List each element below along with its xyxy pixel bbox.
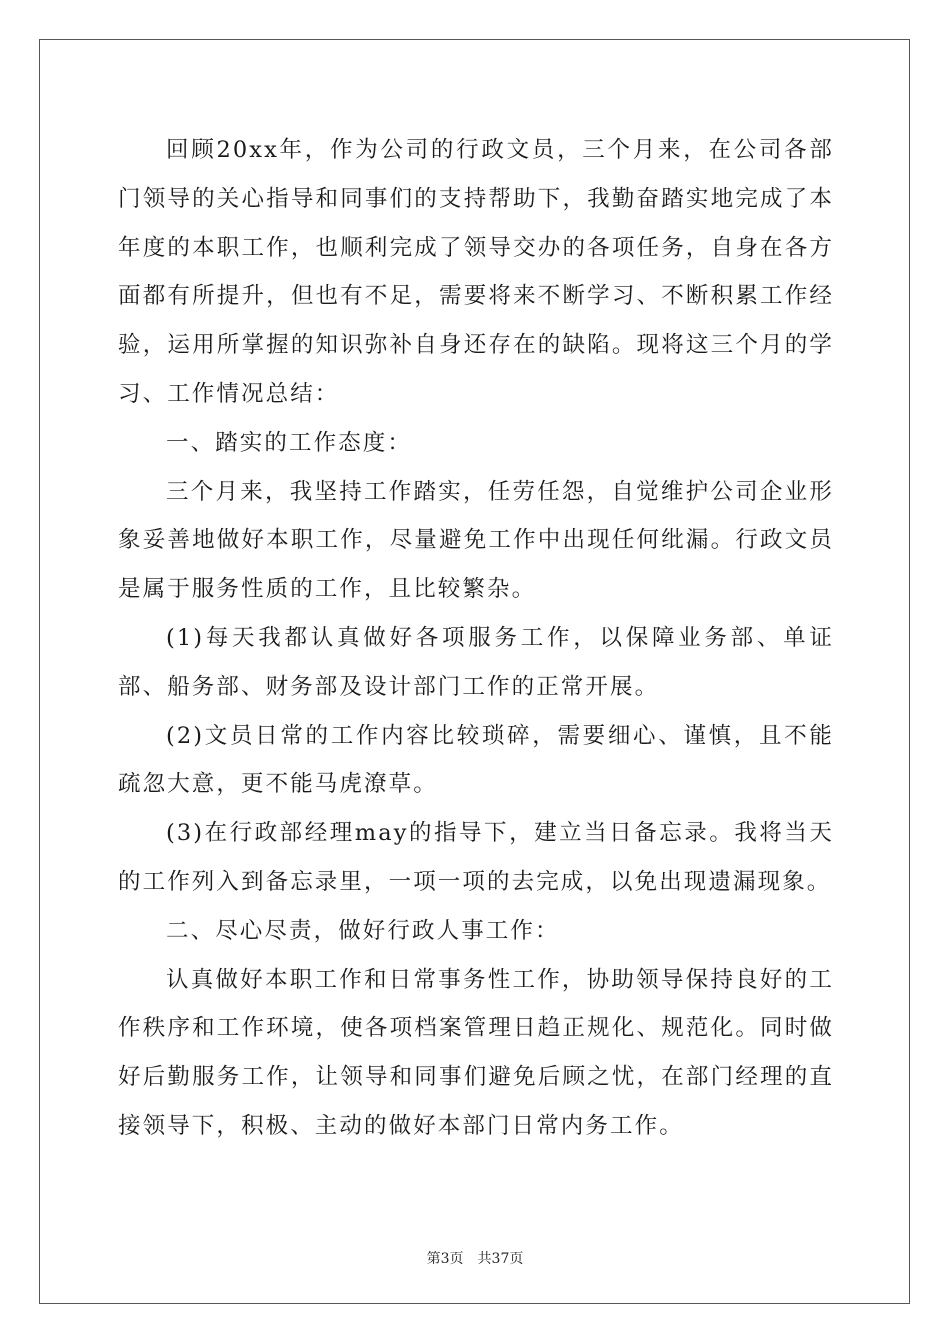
list-item-1: (1)每天我都认真做好各项服务工作，以保障业务部、单证部、船务部、财务部及设计部门工作的正常开展。 — [118, 624, 834, 700]
page-number: 第3页 — [426, 1251, 464, 1267]
paragraph-intro: 回顾20xx年，作为公司的行政文员，三个月来，在公司各部门领导的关心指导和同事们的支持帮助下，我勤奋踏实地完成了本年度的本职工作，也顺利完成了领导交办的各项任务，自身在各方面都有所提升，但也有不足，需要将来不断学习、不断积累工作经验，运用所掌握的知识弥补自身还存在的缺陷。现将这三个月的学习、工作情况总结： — [118, 137, 834, 407]
page-footer — [0, 1248, 950, 1268]
paragraph-section-2: 认真做好本职工作和日常事务性工作，协助领导保持良好的工作秩序和工作环境，使各项档案管理日趋正规化、规范化。同时做好后勤服务工作，让领导和同事们避免后顾之忧，在部门经理的直接领导下，积极、主动的做好本部门日常内务工作。 — [118, 966, 834, 1139]
paragraph-section-1: 三个月来，我坚持工作踏实，任劳任怨，自觉维护公司企业形象妥善地做好本职工作，尽量避免工作中出现任何纰漏。行政文员是属于服务性质的工作，且比较繁杂。 — [118, 478, 834, 603]
heading-section-1: 一、踏实的工作态度： — [166, 429, 413, 456]
document-body — [118, 126, 834, 1151]
heading-section-2: 二、尽心尽责，做好行政人事工作： — [166, 917, 560, 944]
list-item-2: (2)文员日常的工作内容比较琐碎，需要细心、谨慎，且不能疏忽大意，更不能马虎潦草。 — [118, 722, 834, 798]
list-item-3: (3)在行政部经理may的指导下，建立当日备忘录。我将当天的工作列入到备忘录里，一项一项的去完成，以免出现遗漏现象。 — [118, 820, 834, 895]
page-total: 共37页 — [477, 1251, 524, 1267]
